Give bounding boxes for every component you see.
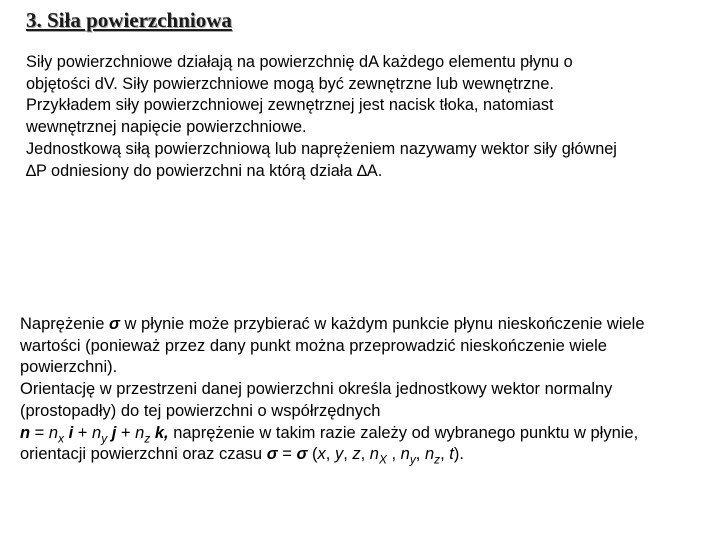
subscript-y: y	[101, 430, 108, 445]
component-n: n	[92, 423, 102, 442]
subscript-x: X	[378, 452, 387, 467]
equals-sign: =	[30, 423, 49, 442]
equals-sign: =	[277, 445, 297, 464]
paragraph-surface-forces	[26, 52, 617, 182]
text-line: Jednostkową siłą powierzchniową lub naprężeniem nazywamy wektor siły głównej	[26, 139, 617, 158]
text-line: wartości (ponieważ przez dany punkt można przeprowadzić nieskończenie wiele	[20, 336, 607, 355]
subscript-z: z	[144, 430, 151, 445]
text-line: objętości dV. Siły powierzchniowe mogą być zewnętrzne lub wewnętrzne.	[26, 74, 554, 93]
var-n: n	[369, 445, 379, 464]
text-fragment: w płynie może przybierać w każdym punkcie płynu nieskończenie wiele	[119, 315, 645, 333]
unit-vector-i: i	[64, 423, 74, 442]
text-fragment: orientacji powierzchni oraz czasu	[20, 445, 267, 464]
sigma-symbol: σ	[266, 445, 278, 464]
slide-title: 3. Siła powierzchniowa	[26, 8, 232, 32]
vector-n: n	[20, 423, 31, 442]
var-t: t	[449, 445, 454, 464]
var-n: n	[424, 445, 435, 464]
comma: ,	[386, 445, 401, 464]
text-line: (prostopadły) do tej powierzchni o współrzędnych	[20, 401, 381, 420]
subscript-y: y	[409, 452, 416, 467]
comma: ,	[415, 445, 425, 464]
comma: ,	[360, 445, 370, 464]
sigma-symbol: σ	[108, 315, 120, 333]
subscript-z: z	[434, 452, 441, 467]
var-x: x	[317, 445, 326, 464]
paren-close: ).	[453, 445, 464, 464]
stress-function-line	[20, 444, 645, 466]
text-line: powierzchni).	[20, 358, 118, 377]
paragraph-stress	[20, 314, 645, 466]
text-line: ∆P odniesiony do powierzchni na którą działa ∆A.	[26, 161, 383, 180]
comma: ,	[343, 445, 353, 464]
comma: ,	[440, 445, 450, 464]
text-line: wewnętrznej napięcie powierzchniowe.	[26, 118, 307, 137]
unit-vector-j: j	[107, 423, 117, 442]
component-n: n	[48, 423, 59, 442]
text-line	[20, 314, 645, 336]
comma: ,	[325, 445, 335, 464]
plus-sign: +	[73, 423, 93, 442]
text-line: Siły powierzchniowe działają na powierzchnię dA każdego elementu płynu o	[26, 53, 573, 71]
var-z: z	[352, 445, 361, 464]
text-line: Orientację w przestrzeni danej powierzchni określa jednostkowy wektor normalny	[20, 380, 613, 399]
component-n: n	[135, 423, 145, 442]
text-fragment: Naprężenie	[20, 315, 109, 333]
normal-vector-equation	[20, 423, 645, 445]
var-y: y	[334, 445, 344, 464]
text-fragment: naprężenie w takim razie zależy od wybranego punktu w płynie,	[168, 423, 639, 442]
text-line: Przykładem siły powierzchniowej zewnętrznej jest nacisk tłoka, natomiast	[26, 96, 554, 115]
subscript-x: x	[58, 430, 65, 445]
plus-sign: +	[116, 423, 136, 442]
unit-vector-k: k,	[150, 423, 169, 442]
paren-open: (	[307, 445, 318, 464]
sigma-symbol: σ	[296, 445, 308, 464]
var-n: n	[400, 445, 410, 464]
